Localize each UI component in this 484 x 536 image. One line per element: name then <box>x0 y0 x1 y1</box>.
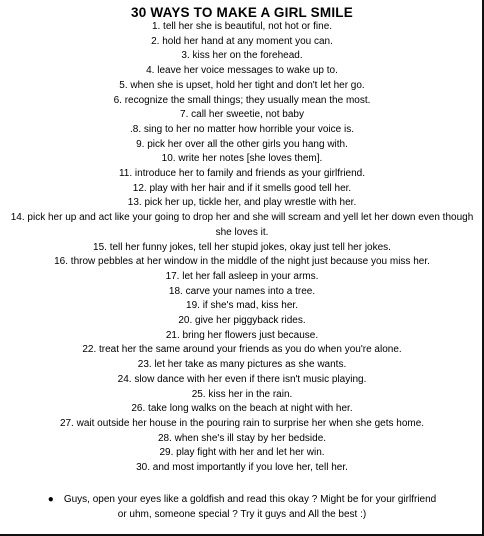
list-item: 4. leave her voice messages to wake up to. <box>146 65 338 77</box>
list-item: 26. take long walks on the beach at night with her. <box>131 403 353 415</box>
list-item: 20. give her piggyback rides. <box>178 315 306 327</box>
footer-note <box>0 492 484 522</box>
list-item: 5. when she is upset, hold her tight and don't let her go. <box>119 79 365 91</box>
footer-note-line-1 <box>0 492 484 507</box>
list-item: .8. sing to her no matter how horrible your voice is. <box>130 123 354 135</box>
list-item: 12. play with her hair and if it smells good tell her. <box>132 182 352 194</box>
list-item: 2. hold her hand at any moment you can. <box>151 35 333 47</box>
list-item: 13. pick her up, tickle her, and play wrestle with her. <box>127 197 357 209</box>
footer-note-text-1: Guys, open your eyes like a goldfish and read this okay ? Might be for your girlfriend <box>63 494 437 505</box>
list-item: 1. tell her she is beautiful, not hot or fine. <box>151 21 333 32</box>
list-item: 19. if she's mad, kiss her. <box>186 300 298 312</box>
list-item: 16. throw pebbles at her window in the middle of the night just because you miss her. <box>54 256 430 268</box>
list-item: 6. recognize the small things; they usually mean the most. <box>113 94 371 106</box>
list-item: 15. tell her funny jokes, tell her stupid jokes, okay just tell her jokes. <box>93 241 391 253</box>
list-item: 17. let her fall asleep in your arms. <box>165 270 319 282</box>
list-item: 21. bring her flowers just because. <box>165 329 319 341</box>
list-item: 29. play fight with her and let her win. <box>159 447 325 459</box>
list-item: 10. write her notes [she loves them]. <box>161 153 323 165</box>
list-item: 14. pick her up and act like your going to drop her and she will scream and yell let her down even though she loves it. <box>10 212 474 238</box>
list-item: 7. call her sweetie, not baby <box>180 109 304 121</box>
ways-list <box>0 20 484 476</box>
list-item: 30. and most importantly if you love her, tell her. <box>136 462 348 474</box>
list-item: 27. wait outside her house in the pouring rain to surprise her when she gets home. <box>59 417 425 429</box>
bullet-icon: ● <box>47 494 54 505</box>
list-item: 23. let her take as many pictures as she wants. <box>137 359 347 371</box>
list-item: 9. pick her over all the other girls you hang with. <box>136 138 348 150</box>
list-item: 3. kiss her on the forehead. <box>181 50 303 62</box>
list-item: 24. slow dance with her even if there isn't music playing. <box>117 373 367 385</box>
footer-note-line-2: or uhm, someone special ? Try it guys and All the best :) <box>117 509 367 520</box>
list-item: 25. kiss her in the rain. <box>191 388 293 400</box>
list-item: 28. when she's ill stay by her bedside. <box>157 432 327 444</box>
list-item: 11. introduce her to family and friends as your girlfriend. <box>118 168 366 180</box>
list-item: 22. treat her the same around your friends as you do when you're alone. <box>82 344 402 356</box>
page-title: 30 WAYS TO MAKE A GIRL SMILE <box>131 5 353 20</box>
list-item: 18. carve your names into a tree. <box>168 285 316 297</box>
